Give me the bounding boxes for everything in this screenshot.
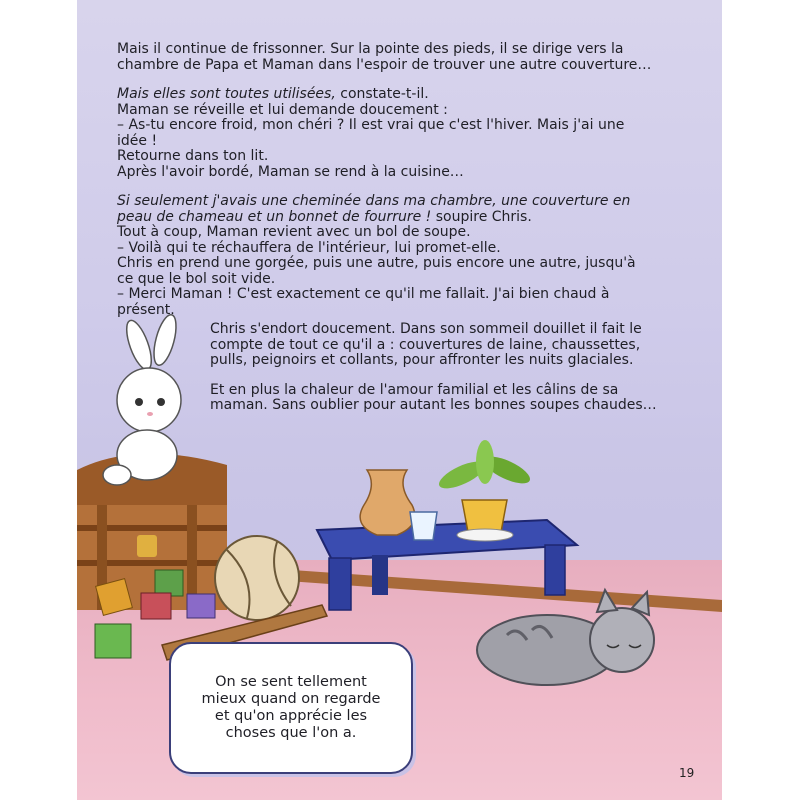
book-page xyxy=(77,0,722,800)
paragraph-1: Mais il continue de frissonner. Sur la pointe des pieds, il se dirige vers la chambre de Papa et Maman dans l'espoir de trouver une autre couverture… xyxy=(117,41,652,73)
ball-illustration xyxy=(215,536,299,620)
story-text xyxy=(117,42,717,318)
quote-callout-text: On se sent tellement mieux quand on regarde et qu'on apprécie les choses que l'on a. xyxy=(201,674,381,741)
story-text-lower xyxy=(210,322,710,414)
paragraph-4: Chris s'endort doucement. Dans son sommeil douillet il fait le compte de tout ce qu'il a : couvertures de laine, chaussettes, pulls, peignoirs et collants, pour affronter les nuits glaciales. xyxy=(210,321,642,368)
page-number: 19 xyxy=(679,766,695,780)
paragraph-2 xyxy=(117,87,717,180)
paragraph-2-italic: Mais elles sont toutes utilisées, xyxy=(117,86,336,102)
paragraph-2-rest: constate-t-il. Maman se réveille et lui demande doucement : – As-tu encore froid, mon chéri ? Il est vrai que c'est l'hiver. Mais j'ai une idée ! Retourne dans ton lit. Après l'avoir bordé, Maman se rend à la cuisine… xyxy=(117,86,625,180)
paragraph-3-rest: soupire Chris. Tout à coup, Maman revient avec un bol de soupe. – Voilà qui te réchauffera de l'intérieur, lui promet-elle. Chris en prend une gorgée, puis une autre, puis encore une autre, jusqu'à ce que le bol soit vide. – Merci Maman ! C'est exactement ce qu'il me fallait. J'ai bien chaud à présent. xyxy=(117,208,636,318)
paragraph-3-italic: Si seulement j'avais une cheminée dans ma chambre, une couverture en peau de chameau et un bonnet de fourrure ! xyxy=(117,193,631,225)
vase-illustration xyxy=(360,470,415,535)
paragraph-5: Et en plus la chaleur de l'amour familial et les câlins de sa maman. Sans oublier pour autant les bonnes soupes chaudes… xyxy=(210,381,657,413)
glass-illustration xyxy=(410,512,437,540)
quote-callout-box xyxy=(169,642,413,774)
paragraph-3 xyxy=(117,194,717,318)
